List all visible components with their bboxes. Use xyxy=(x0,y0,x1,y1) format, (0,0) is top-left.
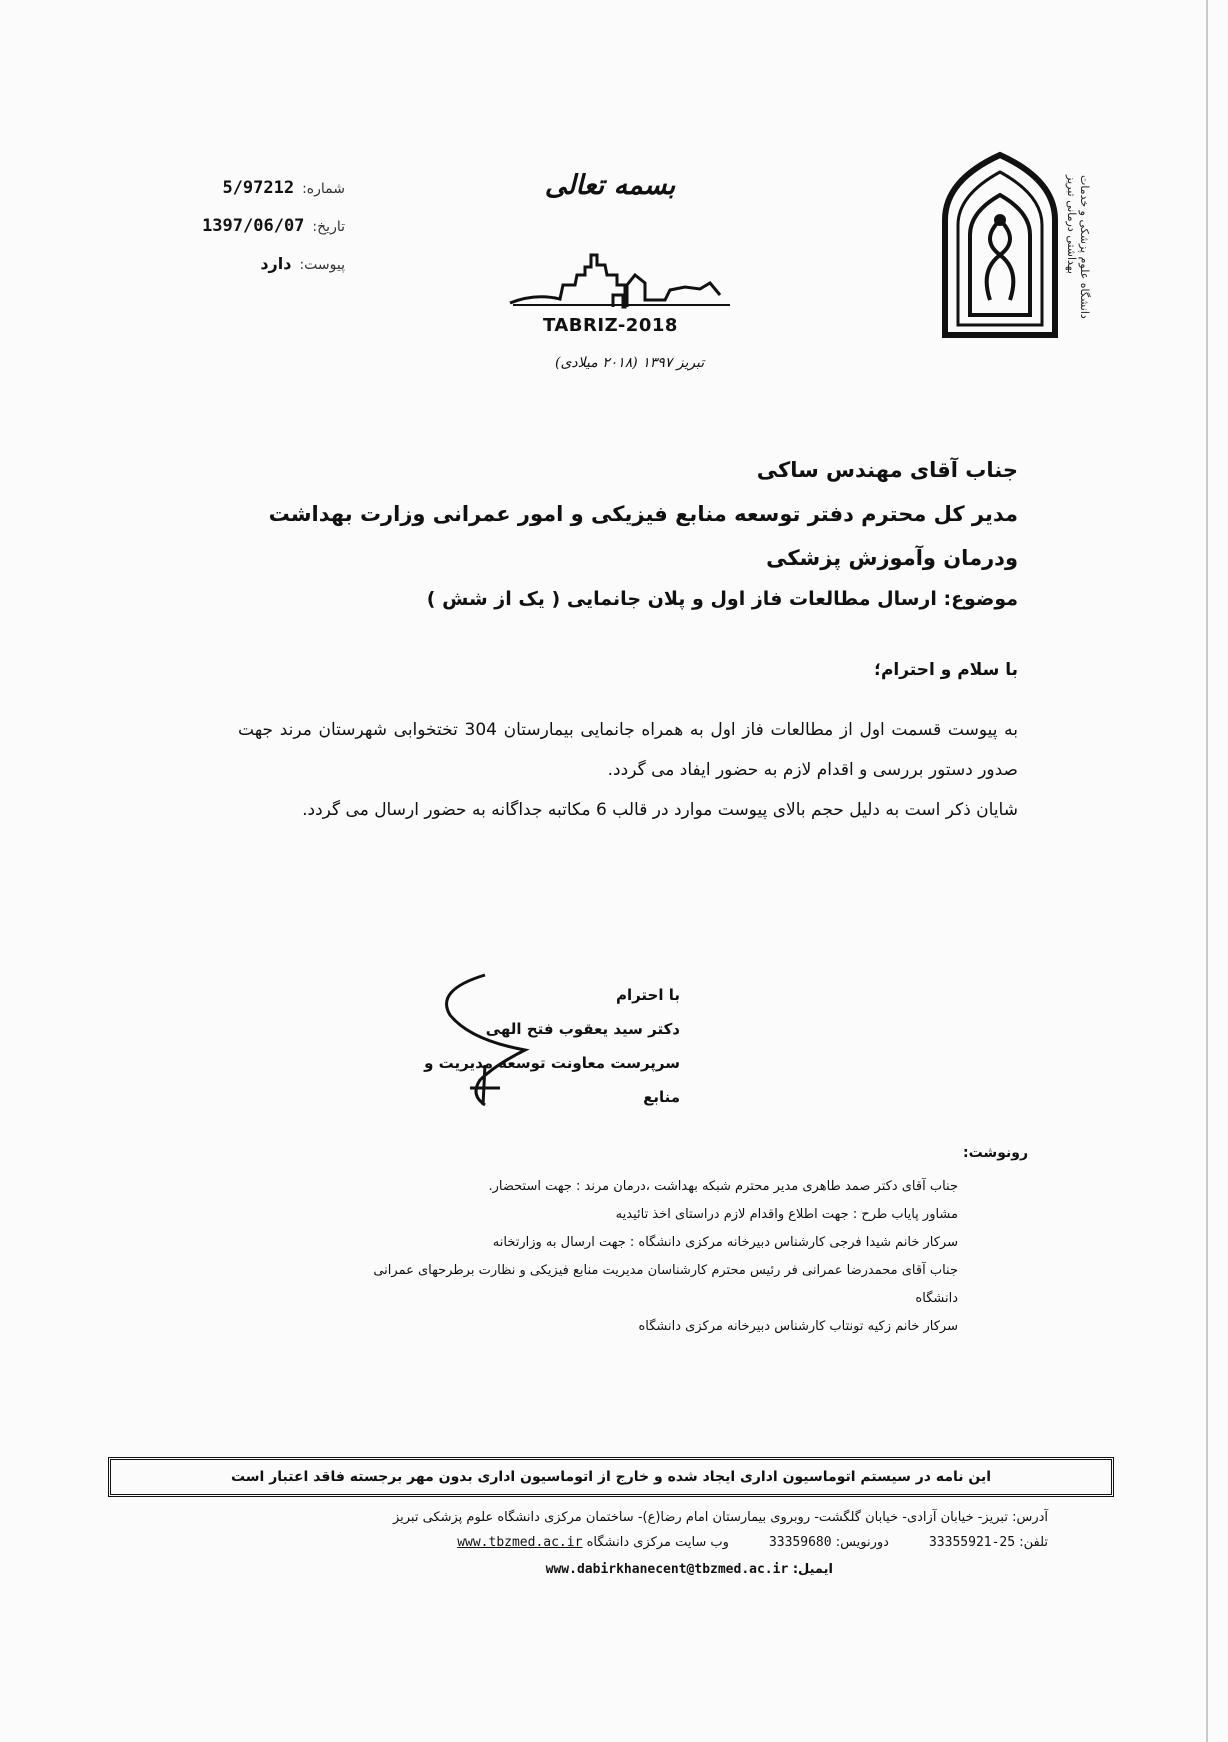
cc-item: دانشگاه xyxy=(915,1291,958,1306)
cc-item: سرکار خانم شیدا فرجی کارشناس دبیرخانه مرکزی دانشگاه : جهت ارسال به وزارتخانه xyxy=(492,1235,958,1250)
letter-greeting: با سلام و احترام؛ xyxy=(874,660,1018,680)
number-label: شماره: xyxy=(302,181,345,197)
footer-phone xyxy=(929,1535,1048,1550)
letter-metadata xyxy=(170,178,345,292)
phone-label: تلفن: xyxy=(1019,1535,1048,1550)
date-value: 1397/06/07 xyxy=(202,216,305,236)
date-row xyxy=(170,216,345,254)
email-link[interactable]: www.dabirkhanecent@tbzmed.ac.ir xyxy=(545,1562,789,1577)
signatory-title: سرپرست معاونت توسعه مدیریت و منابع xyxy=(424,1054,680,1106)
body-paragraph-1: به پیوست قسمت اول از مطالعات فاز اول به همراه جانمایی بیمارستان 304 تختخوابی شهرستان مرند جهت صدور دستور بررسی و اقدام لازم به حضور ایفاد می گردد. xyxy=(238,720,1018,780)
scan-edge-line xyxy=(1206,0,1208,1742)
attachment-value: دارد xyxy=(260,254,292,273)
date-label: تاریخ: xyxy=(312,219,345,235)
cc-label: رونوشت: xyxy=(963,1145,1028,1161)
university-name xyxy=(1065,175,1091,345)
letter-body xyxy=(238,710,1018,830)
footer-website xyxy=(457,1535,729,1550)
tabriz-2018-logo xyxy=(505,245,735,385)
footer-contacts xyxy=(168,1535,1048,1550)
attachment-label: پیوست: xyxy=(299,257,345,273)
footer-email xyxy=(546,1562,833,1577)
fax-value: 33359680 xyxy=(768,1535,832,1550)
signature-block xyxy=(420,978,680,1114)
bismillah-heading: بسمه تعالی xyxy=(544,170,676,201)
university-emblem-logo xyxy=(940,150,1060,340)
addressee-block xyxy=(238,448,1018,580)
tabriz-logo-subtitle: تبریز ۱۳۹۷ (۲۰۱۸ میلادی) xyxy=(555,355,705,371)
number-value: 5/97212 xyxy=(222,178,295,198)
addressee-name: جناب آقای مهندس ساکی xyxy=(756,458,1018,482)
footer-address: آدرس: تبریز- خیابان آزادی- خیابان گلگشت- روبروی بیمارستان امام رضا(ع)- ساختمان مرکزی دانشگاه علوم پزشکی تبریز xyxy=(392,1510,1048,1525)
automation-notice-box: این نامه در سیستم اتوماسیون اداری ایجاد شده و خارج از اتوماسیون اداری بدون مهر برجسته فاقد اعتبار است xyxy=(108,1457,1114,1497)
cc-item: سرکار خانم زکیه تونتاب کارشناس دبیرخانه مرکزی دانشگاه xyxy=(638,1319,958,1334)
cc-item: مشاور پایاب طرح : جهت اطلاع واقدام لازم دراستای اخذ تائیدیه xyxy=(615,1207,958,1222)
website-label: وب سایت مرکزی دانشگاه xyxy=(586,1535,729,1550)
signatory-name: دکتر سید یعقوب فتح الهی xyxy=(485,1020,680,1038)
signature-closing: با احترام xyxy=(615,986,680,1004)
cc-list xyxy=(228,1173,958,1341)
website-link[interactable]: www.tbzmed.ac.ir xyxy=(457,1535,583,1550)
addressee-title: مدیر کل محترم دفتر توسعه منابع فیزیکی و امور عمرانی وزارت بهداشت ودرمان وآموزش پزشکی xyxy=(268,502,1018,570)
footer-fax xyxy=(769,1535,889,1550)
number-row xyxy=(170,178,345,216)
cc-item: جناب آقای دکتر صمد طاهری مدیر محترم شبکه بهداشت ،درمان مرند : جهت استحضار. xyxy=(488,1179,958,1194)
attachment-row xyxy=(170,254,345,292)
body-paragraph-2: شایان ذکر است به دلیل حجم بالای پیوست موارد در قالب 6 مکاتبه جداگانه به حضور ارسال می گردد. xyxy=(302,800,1018,820)
fax-label: دورنویس: xyxy=(835,1535,889,1550)
university-name-line1: دانشگاه علوم پزشکی و خدمات بهداشتی درمانی تبریز xyxy=(1065,175,1091,319)
letter-subject: موضوع: ارسال مطالعات فاز اول و پلان جانمایی ( یک از شش ) xyxy=(426,588,1018,610)
cc-item: جناب آقای محمدرضا عمرانی فر رئیس محترم کارشناسان مدیریت منابع فیزیکی و نظارت برطرحهای عمرانی xyxy=(373,1263,958,1278)
email-label: ایمیل: xyxy=(792,1562,833,1577)
tabriz-logo-title: TABRIZ-2018 xyxy=(543,315,678,336)
phone-value: 33355921-25 xyxy=(928,1535,1016,1550)
